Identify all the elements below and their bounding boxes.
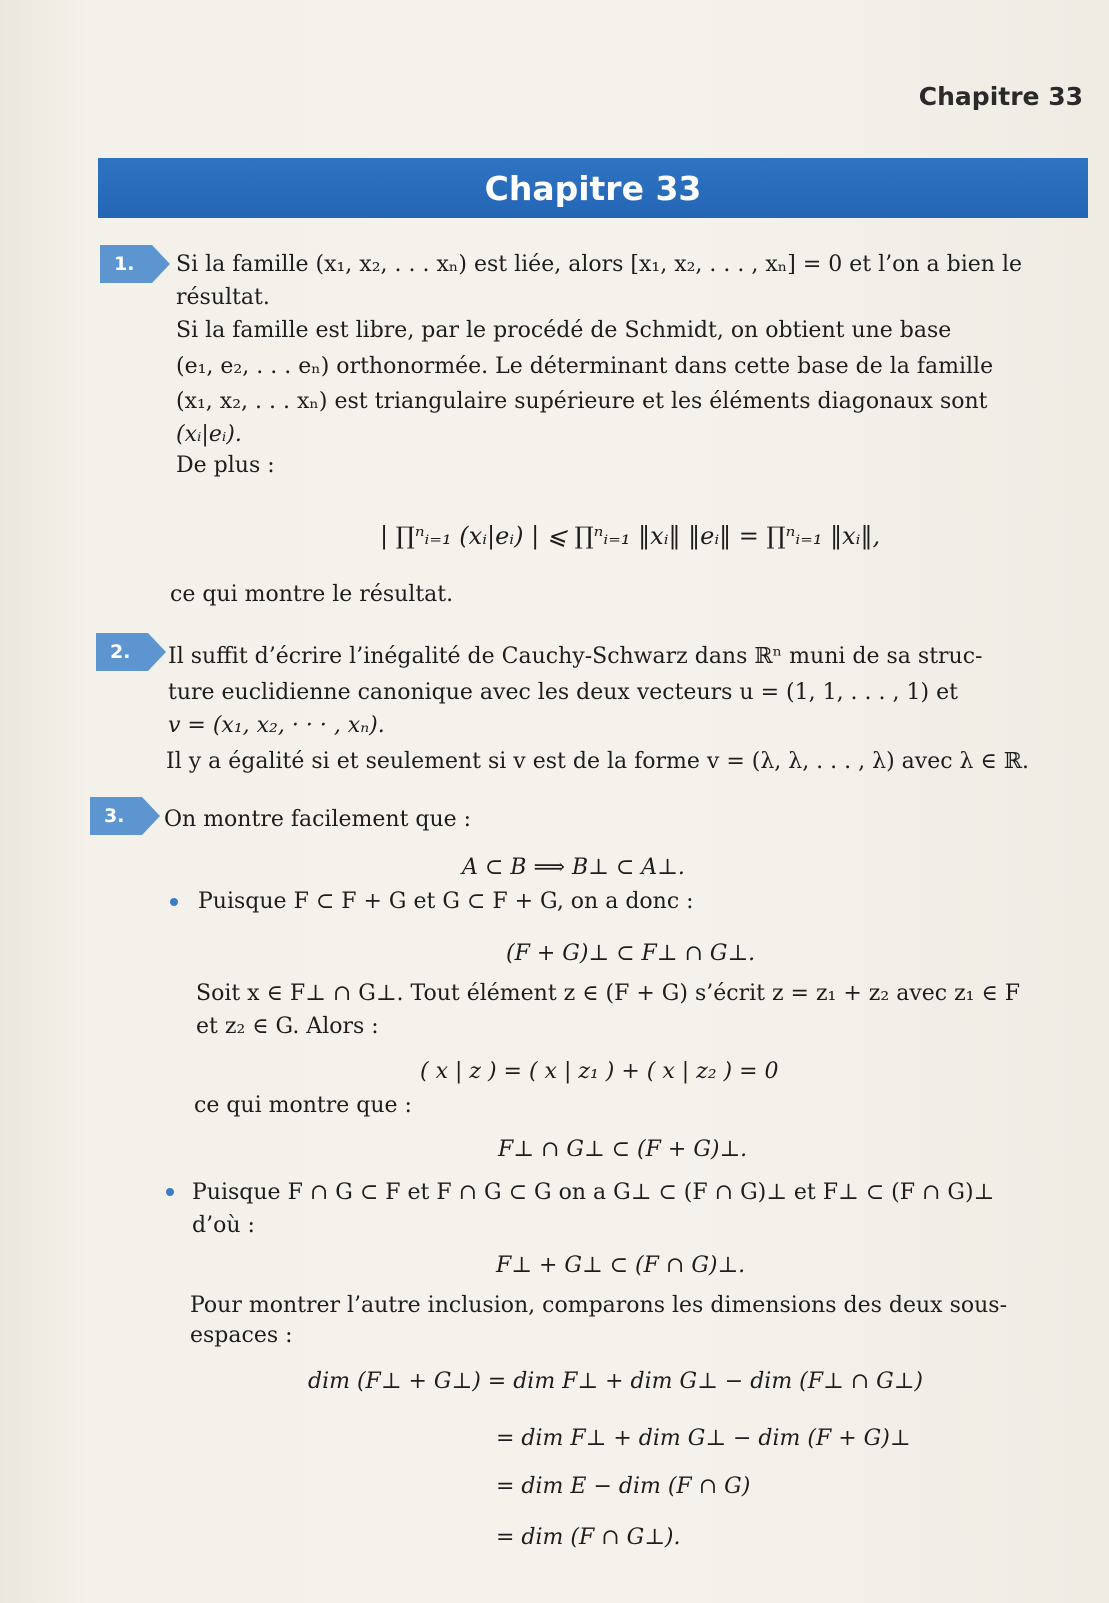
- ex1-line-6: (xᵢ|eᵢ).: [176, 422, 242, 447]
- ex3-line-5: d’où :: [192, 1213, 255, 1238]
- ex3-line-1: On montre facilement que :: [164, 807, 472, 832]
- ex2-line-3: v = (x₁, x₂, · · · , xₙ).: [168, 713, 385, 738]
- ex3-formula-4: F⊥ ∩ G⊥ ⊂ (F + G)⊥.: [498, 1137, 748, 1162]
- ex1-line-2: résultat.: [176, 285, 270, 310]
- ex1-line-4: (e₁, e₂, . . . eₙ) orthonormée. Le déterminant dans cette base de la famille: [176, 354, 994, 379]
- item-badge-3: [90, 797, 162, 835]
- ex2-line-4: Il y a égalité si et seulement si v est de la forme v = (λ, λ, . . . , λ) avec λ ∈ ℝ.: [166, 749, 1030, 774]
- ex1-line-3: Si la famille est libre, par le procédé de Schmidt, on obtient une base: [176, 318, 952, 343]
- ex3-formula-5: F⊥ + G⊥ ⊂ (F ∩ G)⊥.: [496, 1253, 746, 1278]
- ex3-bullet-2: Puisque F ∩ G ⊂ F et F ∩ G ⊂ G on a G⊥ ⊂ (F ∩ G)⊥ et F⊥ ⊂ (F ∩ G)⊥: [192, 1180, 995, 1205]
- item-number: 3.: [104, 805, 125, 827]
- ex3-dim-line-2: = dim F⊥ + dim G⊥ − dim (F + G)⊥: [496, 1426, 911, 1451]
- item-number: 1.: [114, 253, 135, 275]
- ex3-formula-1: A ⊂ B ⟹ B⊥ ⊂ A⊥.: [462, 855, 685, 880]
- item-badge-1: [100, 245, 172, 283]
- ex1-line-5: (x₁, x₂, . . . xₙ) est triangulaire supérieure et les éléments diagonaux sont: [176, 389, 988, 414]
- ex3-dim-line-3: = dim E − dim (F ∩ G): [496, 1474, 751, 1499]
- ex2-line-1: Il suffit d’écrire l’inégalité de Cauchy-Schwarz dans ℝⁿ muni de sa struc-: [168, 644, 983, 669]
- running-head: Chapitre 33: [918, 82, 1083, 111]
- ex1-line-1: Si la famille (x₁, x₂, . . . xₙ) est liée, alors [x₁, x₂, . . . , xₙ] = 0 et l’on a bien le: [176, 252, 1023, 277]
- bullet-dot: [170, 898, 178, 906]
- ex1-line-7: De plus :: [176, 453, 275, 478]
- item-number: 2.: [110, 641, 131, 663]
- ex3-bullet-1: Puisque F ⊂ F + G et G ⊂ F + G, on a donc :: [198, 889, 694, 914]
- ex3-formula-3: ( x | z ) = ( x | z₁ ) + ( x | z₂ ) = 0: [420, 1059, 779, 1084]
- ex3-dim-line-4: = dim (F ∩ G⊥).: [496, 1525, 681, 1550]
- ex3-formula-2: (F + G)⊥ ⊂ F⊥ ∩ G⊥.: [506, 941, 756, 966]
- ex1-formula: | ∏ⁿᵢ₌₁ (xᵢ|eᵢ) | ⩽ ∏ⁿᵢ₌₁ ‖xᵢ‖ ‖eᵢ‖ = ∏ⁿᵢ₌₁ ‖xᵢ‖,: [380, 522, 881, 550]
- chapter-banner: [98, 158, 1088, 218]
- ex3-line-6: Pour montrer l’autre inclusion, comparons les dimensions des deux sous-: [190, 1293, 1007, 1318]
- ex3-line-4: ce qui montre que :: [194, 1093, 412, 1118]
- ex2-line-2: ture euclidienne canonique avec les deux vecteurs u = (1, 1, . . . , 1) et: [168, 680, 958, 705]
- bullet-dot: [166, 1188, 174, 1196]
- ex3-dim-line-1: dim (F⊥ + G⊥) = dim F⊥ + dim G⊥ − dim (F⊥ ∩ G⊥): [308, 1369, 923, 1394]
- ex3-line-3: et z₂ ∈ G. Alors :: [196, 1014, 379, 1039]
- ex3-line-2: Soit x ∈ F⊥ ∩ G⊥. Tout élément z ∈ (F + G) s’écrit z = z₁ + z₂ avec z₁ ∈ F: [196, 981, 1021, 1006]
- item-badge-2: [96, 633, 168, 671]
- chapter-title: Chapitre 33: [484, 168, 702, 208]
- ex1-line-8: ce qui montre le résultat.: [170, 582, 454, 607]
- ex3-line-7: espaces :: [190, 1323, 293, 1348]
